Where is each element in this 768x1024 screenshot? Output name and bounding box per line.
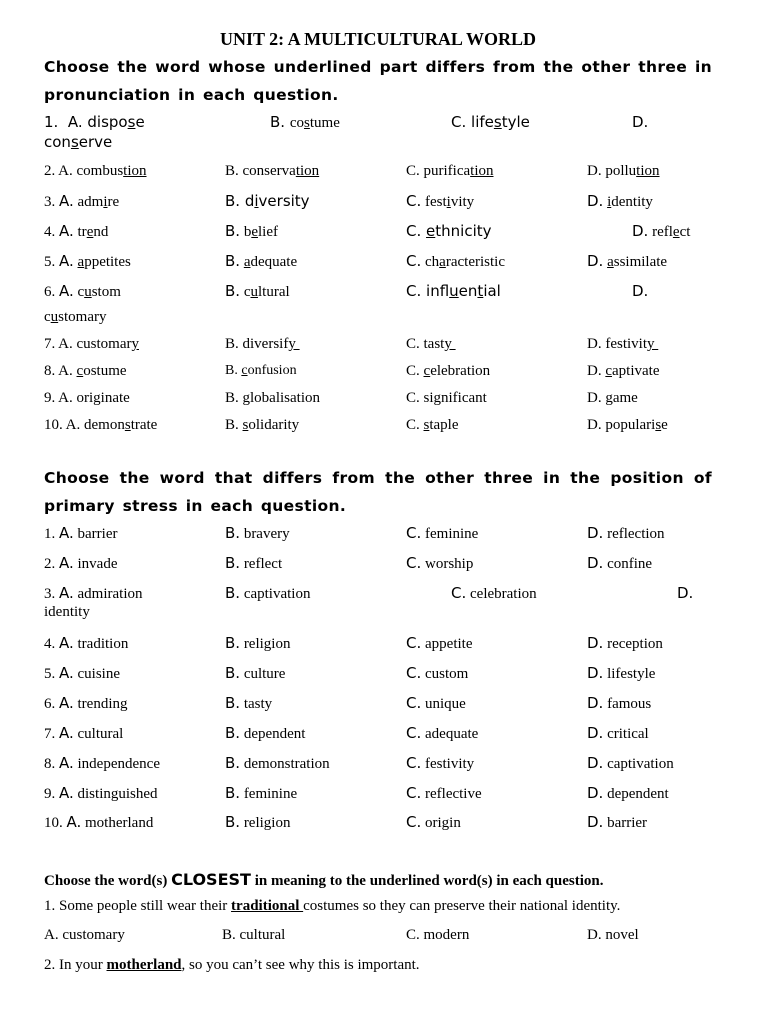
s2-question-3 (44, 584, 724, 604)
s1-q8-option-c: C. celebration (406, 363, 491, 379)
s2-question-10 (44, 813, 724, 833)
s1-q4-option-b: B. belief (225, 222, 278, 240)
s1-q1-option-a: 1. A. dispose (44, 113, 145, 131)
page-title: UNIT 2: A MULTICULTURAL WORLD (219, 29, 537, 49)
s1-question-7 (44, 336, 724, 356)
s1-q1-option-d-letter: D. (632, 113, 649, 131)
s1-q3-option-a: 3. A. admire (44, 192, 120, 210)
s2-q3-option-a: 3. A. admiration (44, 584, 143, 602)
s3-question-1: 1. Some people still wear their traditional costumes so they can preserve their national identity. (44, 898, 621, 914)
s2-q2-option-d: D. confine (587, 554, 653, 572)
s2-q8-option-d: D. captivation (587, 754, 674, 772)
s1-q2-option-a: 2. A. combustion (44, 163, 147, 179)
s1-q5-option-a: 5. A. appetites (44, 252, 131, 270)
s2-q2-option-b: B. reflect (225, 554, 283, 572)
s1-q6-option-d-letter: D. (632, 282, 649, 300)
s1-q9-option-b: B. globalisation (225, 390, 321, 406)
s1-q3-option-d: D. identity (587, 192, 653, 210)
section3-instruction: Choose the word(s) CLOSEST in meaning to the underlined word(s) in each question. (44, 870, 604, 889)
s3-question-2: 2. In your motherland, so you can’t see why this is important. (44, 957, 420, 973)
section1-instruction: Choose the word whose underlined part differs from the other three in pronunciation in each question. (44, 58, 712, 104)
s1-q8-option-a: 8. A. costume (44, 363, 127, 379)
s1-question-1 (44, 113, 724, 133)
s2-q10-option-c: C. origin (406, 813, 461, 831)
s2-q4-option-b: B. religion (225, 634, 291, 652)
s2-q6-option-d: D. famous (587, 694, 652, 712)
s2-q5-option-a: 5. A. cuisine (44, 664, 121, 682)
s2-question-1 (44, 524, 724, 544)
s2-q9-option-a: 9. A. distinguished (44, 784, 158, 802)
s2-question-4 (44, 634, 724, 654)
s2-q4-option-a: 4. A. tradition (44, 634, 129, 652)
s2-q8-option-c: C. festivity (406, 754, 475, 772)
s3-q1-option-a: A. customary (44, 927, 125, 943)
s2-q6-option-a: 6. A. trending (44, 694, 128, 712)
s2-question-2 (44, 554, 724, 574)
s1-q3-option-b: B. diversity (225, 192, 310, 210)
s2-q2-option-c: C. worship (406, 554, 474, 572)
s1-question-9 (44, 390, 724, 410)
s1-q4-option-c: C. ethnicity (406, 222, 492, 240)
s2-q6-option-b: B. tasty (225, 694, 273, 712)
s1-q3-option-c: C. festivity (406, 192, 475, 210)
s1-q7-option-c: C. tasty (406, 336, 456, 352)
s1-question-3 (44, 192, 724, 212)
s2-q10-option-a: 10. A. motherland (44, 813, 154, 831)
s1-q7-option-d: D. festivity (587, 336, 659, 352)
s2-q9-option-d: D. dependent (587, 784, 669, 802)
s2-q8-option-a: 8. A. independence (44, 754, 160, 772)
s2-question-9 (44, 784, 724, 804)
s3-q1-option-b: B. cultural (222, 927, 286, 943)
s1-question-6 (44, 282, 724, 302)
s1-q9-option-c: C. significant (406, 390, 487, 406)
s2-q3-option-b: B. captivation (225, 584, 311, 602)
s3-q1-option-c: C. modern (406, 927, 470, 943)
s2-q7-option-a: 7. A. cultural (44, 724, 124, 742)
s2-q6-option-c: C. unique (406, 694, 466, 712)
s1-question-5 (44, 252, 724, 272)
s2-q3-option-d-letter: D. (677, 584, 694, 602)
section2-instruction: Choose the word that differs from the other three in the position of primary stress in each question. (44, 469, 712, 515)
s2-q1-option-a: 1. A. barrier (44, 524, 118, 542)
s3-question-1-options (44, 927, 724, 947)
s1-q10-option-d: D. popularise (587, 417, 668, 433)
s1-q2-option-c: C. purification (406, 163, 494, 179)
s1-q8-option-d: D. captivate (587, 363, 660, 379)
s1-q1-option-d: conserve (44, 133, 113, 151)
s1-q10-option-b: B. solidarity (225, 417, 300, 433)
s1-question-8 (44, 363, 724, 383)
s1-q7-option-a: 7. A. customary (44, 336, 139, 352)
s2-q7-option-d: D. critical (587, 724, 649, 742)
s2-q10-option-d: D. barrier (587, 813, 648, 831)
s2-q5-option-b: B. culture (225, 664, 286, 682)
s1-q5-option-c: C. characteristic (406, 252, 505, 270)
s1-q4-option-d: D. reflect (632, 222, 691, 240)
s2-question-7 (44, 724, 724, 744)
s2-q9-option-c: C. reflective (406, 784, 482, 802)
s2-q3-option-c: C. celebration (451, 584, 537, 602)
s1-q9-option-d: D. game (587, 390, 638, 406)
s2-q7-option-b: B. dependent (225, 724, 306, 742)
s2-q2-option-a: 2. A. invade (44, 554, 118, 572)
s1-q5-option-b: B. adequate (225, 252, 298, 270)
s1-q2-option-b: B. conservation (225, 163, 320, 179)
s1-question-10 (44, 417, 724, 437)
s1-q1-option-c: C. lifestyle (451, 113, 530, 131)
s2-q5-option-c: C. custom (406, 664, 469, 682)
s2-q10-option-b: B. religion (225, 813, 291, 831)
s2-q4-option-c: C. appetite (406, 634, 473, 652)
s2-q8-option-b: B. demonstration (225, 754, 330, 772)
s2-question-8 (44, 754, 724, 774)
s2-q1-option-b: B. bravery (225, 524, 290, 542)
s1-question-4 (44, 222, 724, 242)
s1-q8-option-b: B. confusion (225, 363, 297, 378)
s2-question-5 (44, 664, 724, 684)
s1-q5-option-d: D. assimilate (587, 252, 668, 270)
s2-q9-option-b: B. feminine (225, 784, 298, 802)
s1-q10-option-c: C. staple (406, 417, 459, 433)
s2-q4-option-d: D. reception (587, 634, 663, 652)
s1-q6-option-a: 6. A. custom (44, 282, 121, 300)
s2-question-6 (44, 694, 724, 714)
s1-q2-option-d: D. pollution (587, 163, 660, 179)
s2-q3-option-d: identity (44, 604, 90, 620)
s1-q4-option-a: 4. A. trend (44, 222, 109, 240)
s2-q1-option-c: C. feminine (406, 524, 479, 542)
s2-q1-option-d: D. reflection (587, 524, 665, 542)
s2-q5-option-d: D. lifestyle (587, 664, 656, 682)
s1-q6-option-c: C. influential (406, 282, 501, 300)
s2-q7-option-c: C. adequate (406, 724, 479, 742)
s3-q1-option-d: D. novel (587, 927, 639, 943)
s1-q9-option-a: 9. A. originate (44, 390, 130, 406)
s1-q10-option-a: 10. A. demonstrate (44, 417, 158, 433)
s1-q6-option-b: B. cultural (225, 282, 290, 300)
s1-q6-option-d: customary (44, 309, 107, 325)
s1-question-2 (44, 163, 724, 183)
s1-q1-option-b: B. costume (270, 113, 340, 131)
s1-q7-option-b: B. diversify (225, 336, 300, 352)
